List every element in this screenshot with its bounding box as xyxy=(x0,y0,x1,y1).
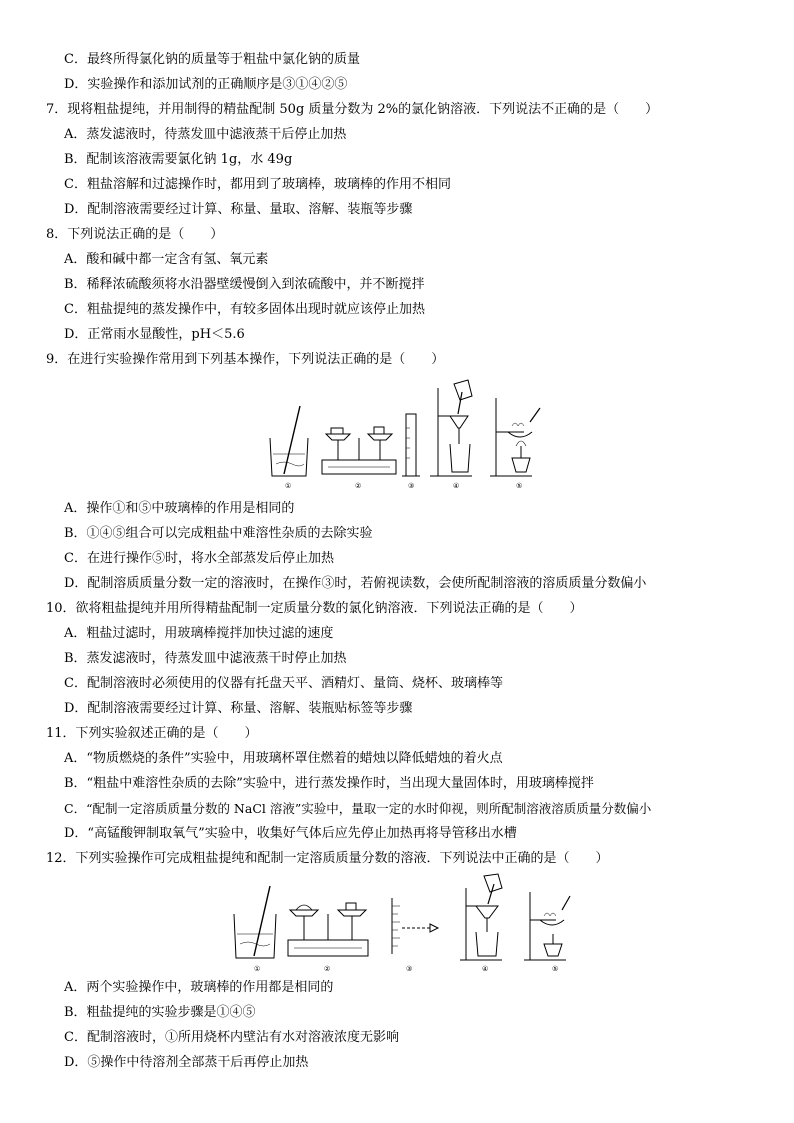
evaporation-diagram xyxy=(490,398,540,476)
question-12-option-c: C．配制溶液时，①所用烧杯内壁沾有水对溶液浓度无影响 xyxy=(64,1030,399,1045)
question-8-stem: 8．下列说法正确的是（ ） xyxy=(46,227,224,242)
figure-label: ① xyxy=(285,482,292,490)
question-8-option-a: A．酸和碱中都一定含有氢、氧元素 xyxy=(64,252,269,267)
figure-label: ③ xyxy=(408,482,415,490)
question-10-option-b: B．蒸发滤液时，待蒸发皿中滤液蒸干时停止加热 xyxy=(64,651,347,666)
balance-diagram xyxy=(322,427,396,474)
filtration-diagram xyxy=(430,380,472,476)
question-12-option-b: B．粗盐提纯的实验步骤是①④⑤ xyxy=(64,1005,256,1020)
question-11-stem: 11．下列实验叙述正确的是（ ） xyxy=(46,726,258,741)
question-9-figure xyxy=(262,378,562,497)
graduated-cylinder-diagram xyxy=(402,414,420,476)
figure-label: ② xyxy=(324,965,331,973)
question-11-option-b: B．“粗盐中难溶性杂质的去除”实验中，进行蒸发操作时，当出现大量固体时，用玻璃棒搅拌 xyxy=(64,776,594,791)
figure-label: ⑤ xyxy=(516,482,523,490)
question-12-option-a: A．两个实验操作中，玻璃棒的作用都是相同的 xyxy=(64,980,334,995)
question-9-option-d: D．配制溶质质量分数一定的溶液时，在操作③时，若俯视读数，会使所配制溶液的溶质质量分数偏小 xyxy=(64,576,647,591)
question-8-option-d: D．正常雨水显酸性，pH＜5.6 xyxy=(64,327,245,342)
question-10-stem: 10．欲将粗盐提纯并用所得精盐配制一定质量分数的氯化钠溶液．下列说法正确的是（ ） xyxy=(46,601,583,616)
question-9-option-b: B．①④⑤组合可以完成粗盐中难溶性杂质的去除实验 xyxy=(64,526,373,541)
question-8-option-c: C．粗盐提纯的蒸发操作中，有较多固体出现时就应该停止加热 xyxy=(64,302,425,317)
question-9-stem: 9．在进行实验操作常用到下列基本操作，下列说法正确的是（ ） xyxy=(46,352,445,367)
beaker-stirring-diagram xyxy=(270,406,308,476)
question-11-option-c: C．“配制一定溶质质量分数的 NaCl 溶液”实验中，量取一定的水时仰视，则所配制溶液溶质质量分数偏小 xyxy=(64,801,652,816)
evaporation-diagram xyxy=(524,892,570,960)
option-c: C．最终所得氯化钠的质量等于粗盐中氯化钠的质量 xyxy=(64,52,360,67)
beaker-stirring-diagram xyxy=(234,886,276,958)
question-7-stem: 7．现将粗盐提纯，并用制得的精盐配制 50g 质量分数为 2%的氯化钠溶液．下列说法不正确的是（ ） xyxy=(46,102,659,117)
option-d: D．实验操作和添加试剂的正确顺序是③①④②⑤ xyxy=(64,77,348,92)
question-11-option-d: D．“高锰酸钾制取氧气”实验中，收集好气体后应先停止加热再将导管移出水槽 xyxy=(64,826,517,841)
balance-diagram xyxy=(288,903,368,956)
question-12-stem: 12．下列实验操作可完成粗盐提纯和配制一定溶质质量分数的溶液．下列说法中正确的是（ ） xyxy=(46,851,609,866)
figure-label: ④ xyxy=(453,482,460,490)
question-10-option-c: C．配制溶液时必须使用的仪器有托盘天平、酒精灯、量筒、烧杯、玻璃棒等 xyxy=(64,676,503,691)
figure-label: ④ xyxy=(482,965,489,973)
filtration-diagram xyxy=(460,874,502,960)
figure-label: ③ xyxy=(406,965,413,973)
graduated-cylinder-diagram xyxy=(392,898,438,954)
question-10-option-d: D．配制溶液需要经过计算、称量、溶解、装瓶贴标签等步骤 xyxy=(64,701,413,716)
question-7-option-c: C．粗盐溶解和过滤操作时，都用到了玻璃棒，玻璃棒的作用不相同 xyxy=(64,177,451,192)
question-12-figure xyxy=(226,874,586,980)
question-9-option-a: A．操作①和⑤中玻璃棒的作用是相同的 xyxy=(64,501,295,516)
question-7-option-b: B．配制该溶液需要氯化钠 1g，水 49g xyxy=(64,152,293,167)
question-7-option-a: A．蒸发滤液时，待蒸发皿中滤液蒸干后停止加热 xyxy=(64,127,347,142)
question-9-option-c: C．在进行操作⑤时，将水全部蒸发后停止加热 xyxy=(64,551,334,566)
question-12-option-d: D．⑤操作中待溶剂全部蒸干后再停止加热 xyxy=(64,1055,309,1070)
question-11-option-a: A．“物质燃烧的条件”实验中，用玻璃杯罩住燃着的蜡烛以降低蜡烛的着火点 xyxy=(64,751,503,766)
question-7-option-d: D．配制溶液需要经过计算、称量、量取、溶解、装瓶等步骤 xyxy=(64,202,413,217)
figure-label: ① xyxy=(254,965,261,973)
question-10-option-a: A．粗盐过滤时，用玻璃棒搅拌加快过滤的速度 xyxy=(64,626,334,641)
figure-label: ⑤ xyxy=(552,965,559,973)
question-8-option-b: B．稀释浓硫酸须将水沿器壁缓慢倒入到浓硫酸中，并不断搅拌 xyxy=(64,277,425,292)
figure-label: ② xyxy=(355,482,362,490)
